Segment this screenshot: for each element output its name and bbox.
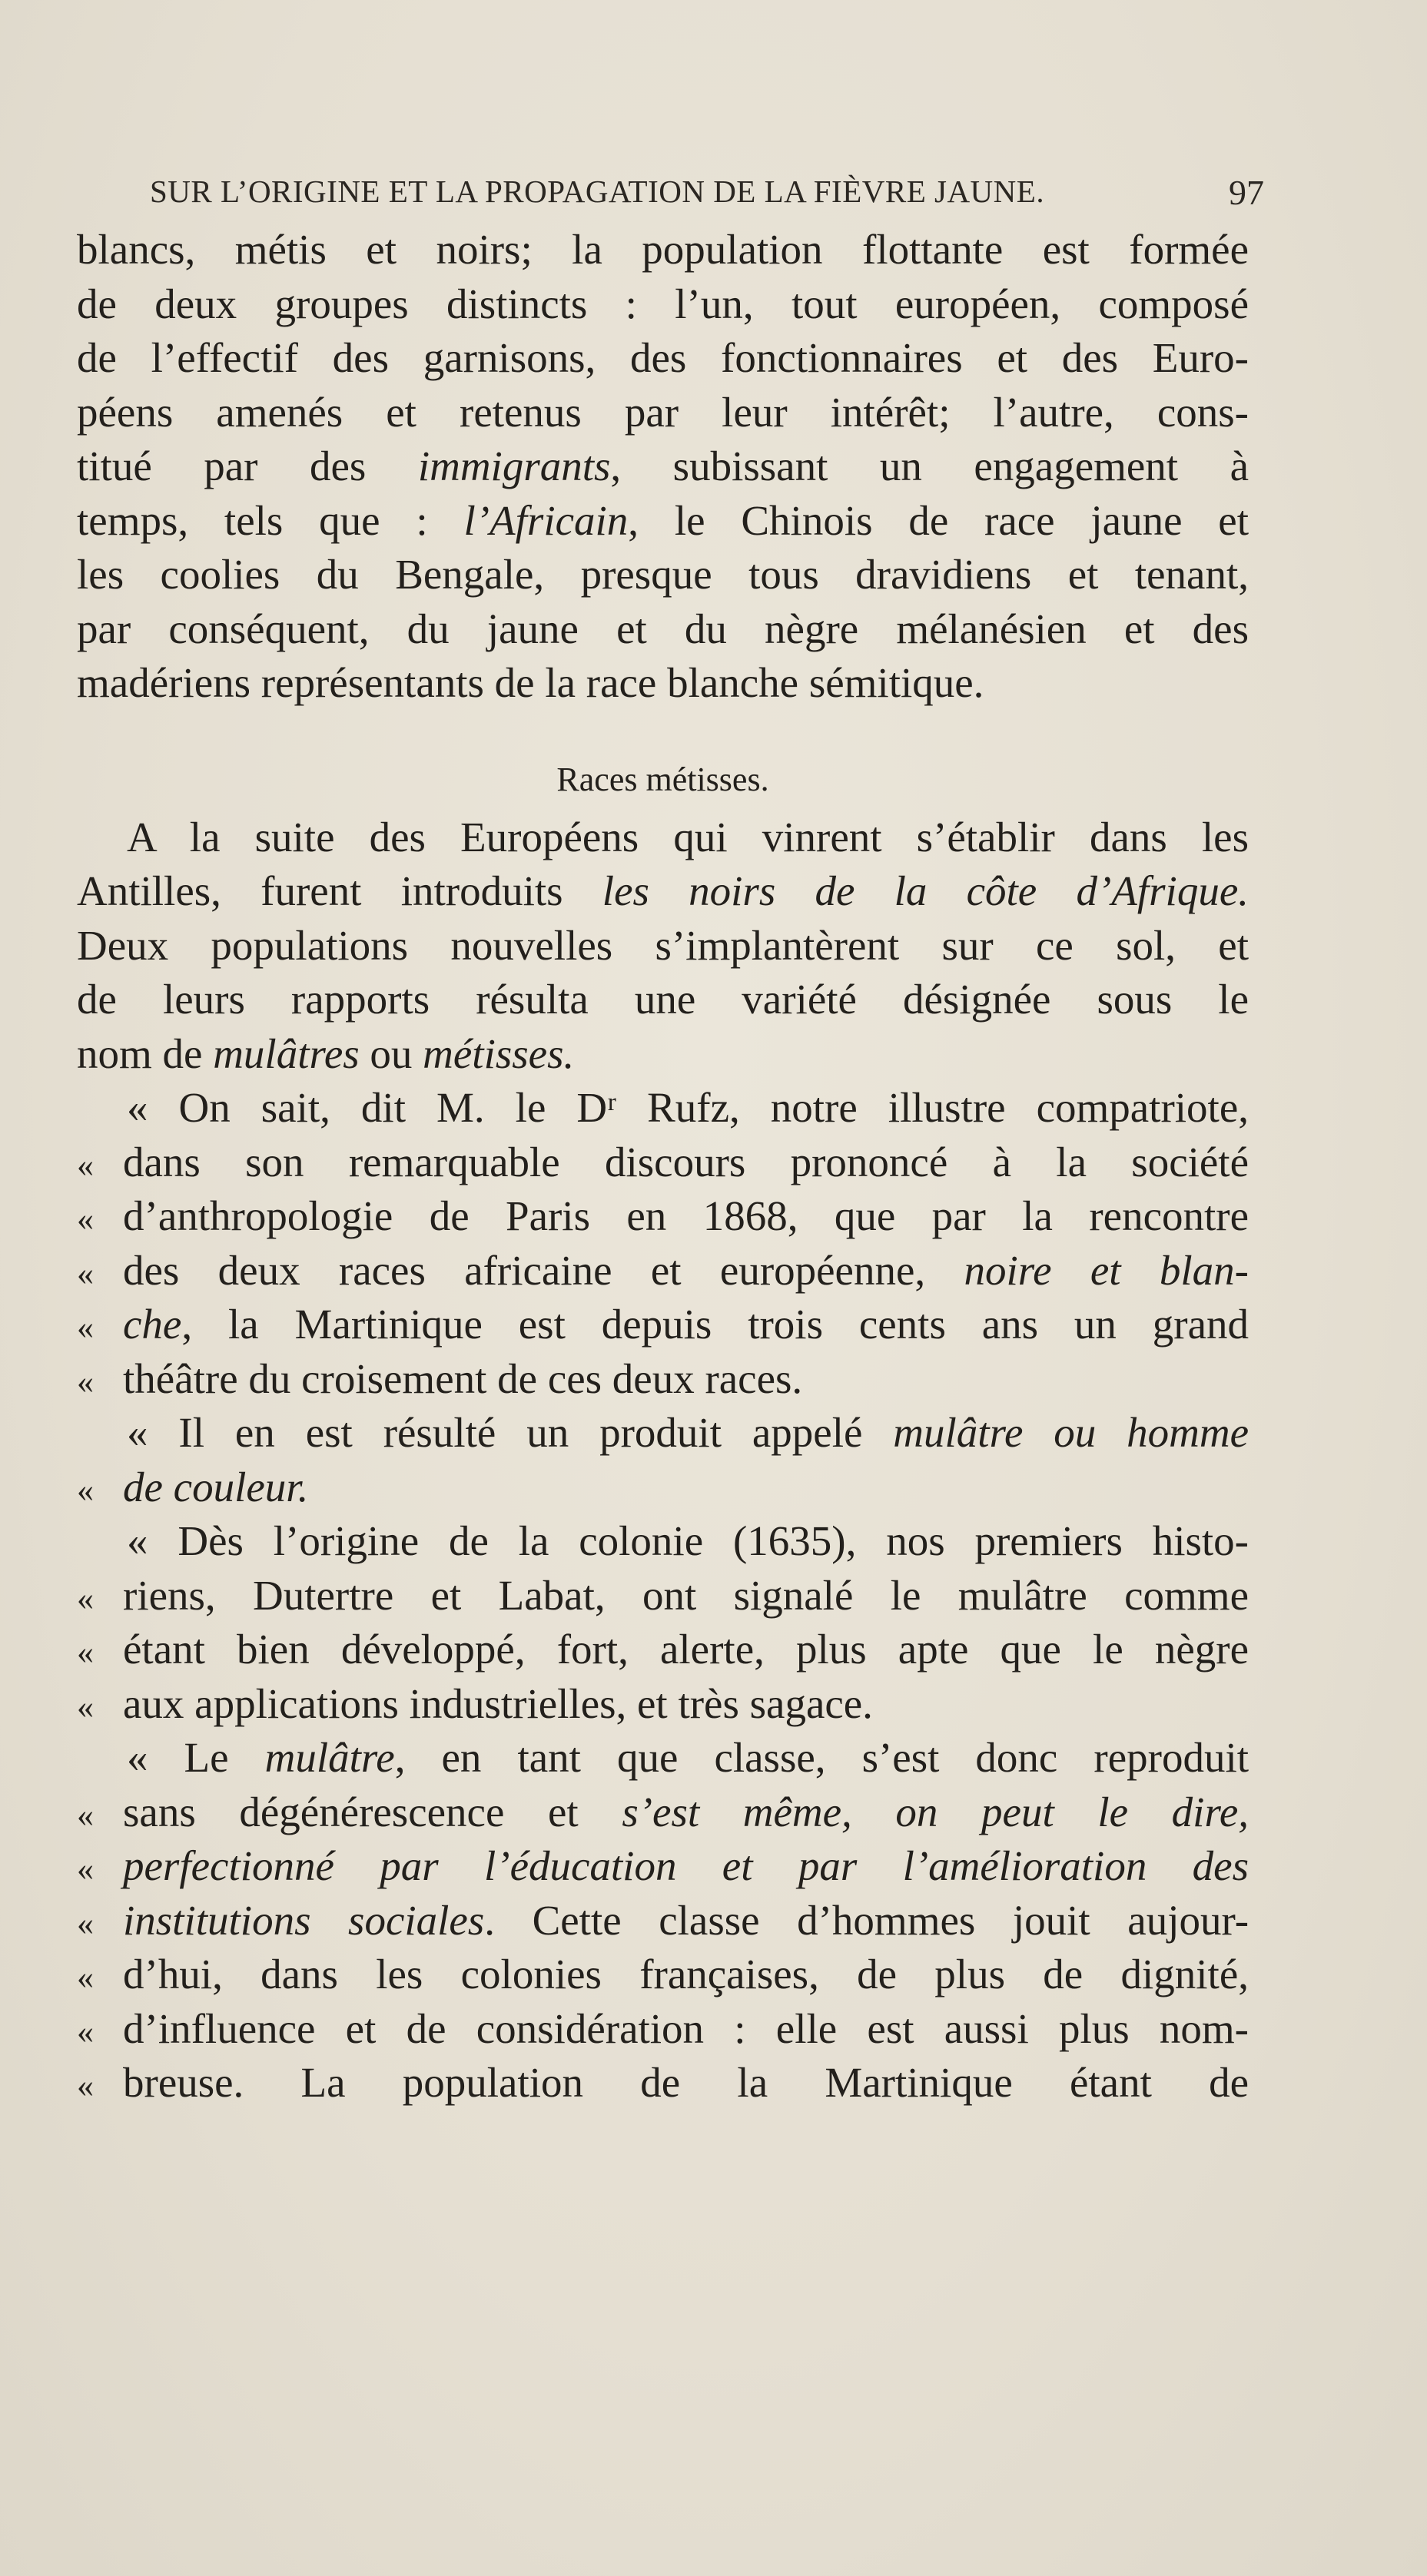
text-line: blancs, métis et noirs; la population flottante est formée (77, 226, 1249, 273)
quote-line: « Dès l’origine de la colonie (1635), nos premiers histo- (127, 1517, 1249, 1564)
quote-mark: « (77, 1850, 94, 1888)
text-line: madériens représentants de la race blanche sémitique. (77, 659, 984, 706)
quote-line: « d’hui, dans les colonies françaises, de plus de dignité, (77, 1948, 1249, 2002)
text-line: les coolies du Bengale, presque tous dravidiens et tenant, (77, 551, 1249, 598)
text-line: Antilles, furent introduits les noirs de la côte d’Afrique. (77, 867, 1249, 914)
running-title: SUR L’ORIGINE ET LA PROPAGATION DE LA FIÈVRE JAUNE. (150, 174, 1045, 209)
quote-mark: « (77, 2012, 94, 2051)
text-line: de deux groupes distincts : l’un, tout européen, composé (77, 280, 1249, 327)
quote-mark: « (77, 1254, 94, 1292)
quote-line: « dans son remarquable discours prononcé à la société (77, 1135, 1249, 1190)
quote-mark: « (77, 1579, 94, 1617)
quote-line: « perfectionné par l’éducation et par l’amélioration des (77, 1839, 1249, 1894)
text-line: titué par des immigrants, subissant un engagement à (77, 443, 1249, 489)
page-number: 97 (1229, 173, 1264, 212)
body-text (77, 223, 1249, 2110)
quote-line: « de couleur. (77, 1460, 1249, 1515)
section-heading: Races métisses. (556, 760, 769, 798)
text-line: de leurs rapports résulta une variété désignée sous le (77, 976, 1249, 1023)
quote-mark: « (77, 1470, 94, 1509)
quote-mark: « (77, 1633, 94, 1671)
quote-line: « Le mulâtre, en tant que classe, s’est donc reproduit (127, 1734, 1249, 1781)
quote-line: « sans dégénérescence et s’est même, on peut le dire, (77, 1785, 1249, 1840)
quote-line: « Il en est résulté un produit appelé mulâtre ou homme (127, 1409, 1249, 1456)
quote-line: « che, la Martinique est depuis trois cents ans un grand (77, 1298, 1249, 1352)
text-line: par conséquent, du jaune et du nègre mélanésien et des (77, 605, 1249, 652)
quote-line: « On sait, dit M. le Dʳ Rufz, notre illustre compatriote, (127, 1084, 1249, 1131)
text-line: A la suite des Européens qui vinrent s’établir dans les (127, 813, 1249, 860)
quote-mark: « (77, 1795, 94, 1834)
text-line: temps, tels que : l’Africain, le Chinois de race jaune et (77, 496, 1249, 544)
quote-line: « breuse. La population de la Martinique étant de (77, 2056, 1249, 2110)
quote-mark: « (77, 1308, 94, 1346)
quote-line: « institutions sociales. Cette classe d’hommes jouit aujour- (77, 1894, 1249, 1948)
text-line: Deux populations nouvelles s’implantèrent sur ce sol, et (77, 921, 1249, 969)
quote-mark: « (77, 1362, 94, 1401)
text-line: péens amenés et retenus par leur intérêt; l’autre, cons- (77, 388, 1249, 436)
quote-mark: « (77, 1200, 94, 1238)
quote-mark: « (77, 2067, 94, 2104)
quote-line: « riens, Dutertre et Labat, ont signalé le mulâtre comme (77, 1569, 1249, 1623)
quote-mark: « (77, 1958, 94, 1996)
quote-line: « des deux races africaine et européenne, noire et blan- (77, 1244, 1249, 1298)
running-header (150, 172, 1264, 211)
quote-mark: « (77, 1687, 94, 1726)
quote-line: « théâtre du croisement de ces deux races. (77, 1352, 1249, 1407)
quote-line: « d’influence et de considération : elle est aussi plus nom- (77, 2002, 1249, 2057)
quote-line: « étant bien développé, fort, alerte, plus apte que le nègre (77, 1623, 1249, 1677)
quote-mark: « (77, 1904, 94, 1942)
text-line: nom de mulâtres ou métisses. (77, 1029, 575, 1077)
text-line: de l’effectif des garnisons, des fonctionnaires et des Euro- (77, 334, 1249, 381)
quote-mark: « (77, 1145, 94, 1184)
quote-line: « d’anthropologie de Paris en 1868, que par la rencontre (77, 1189, 1249, 1244)
quote-line: « aux applications industrielles, et très sagace. (77, 1677, 1249, 1732)
